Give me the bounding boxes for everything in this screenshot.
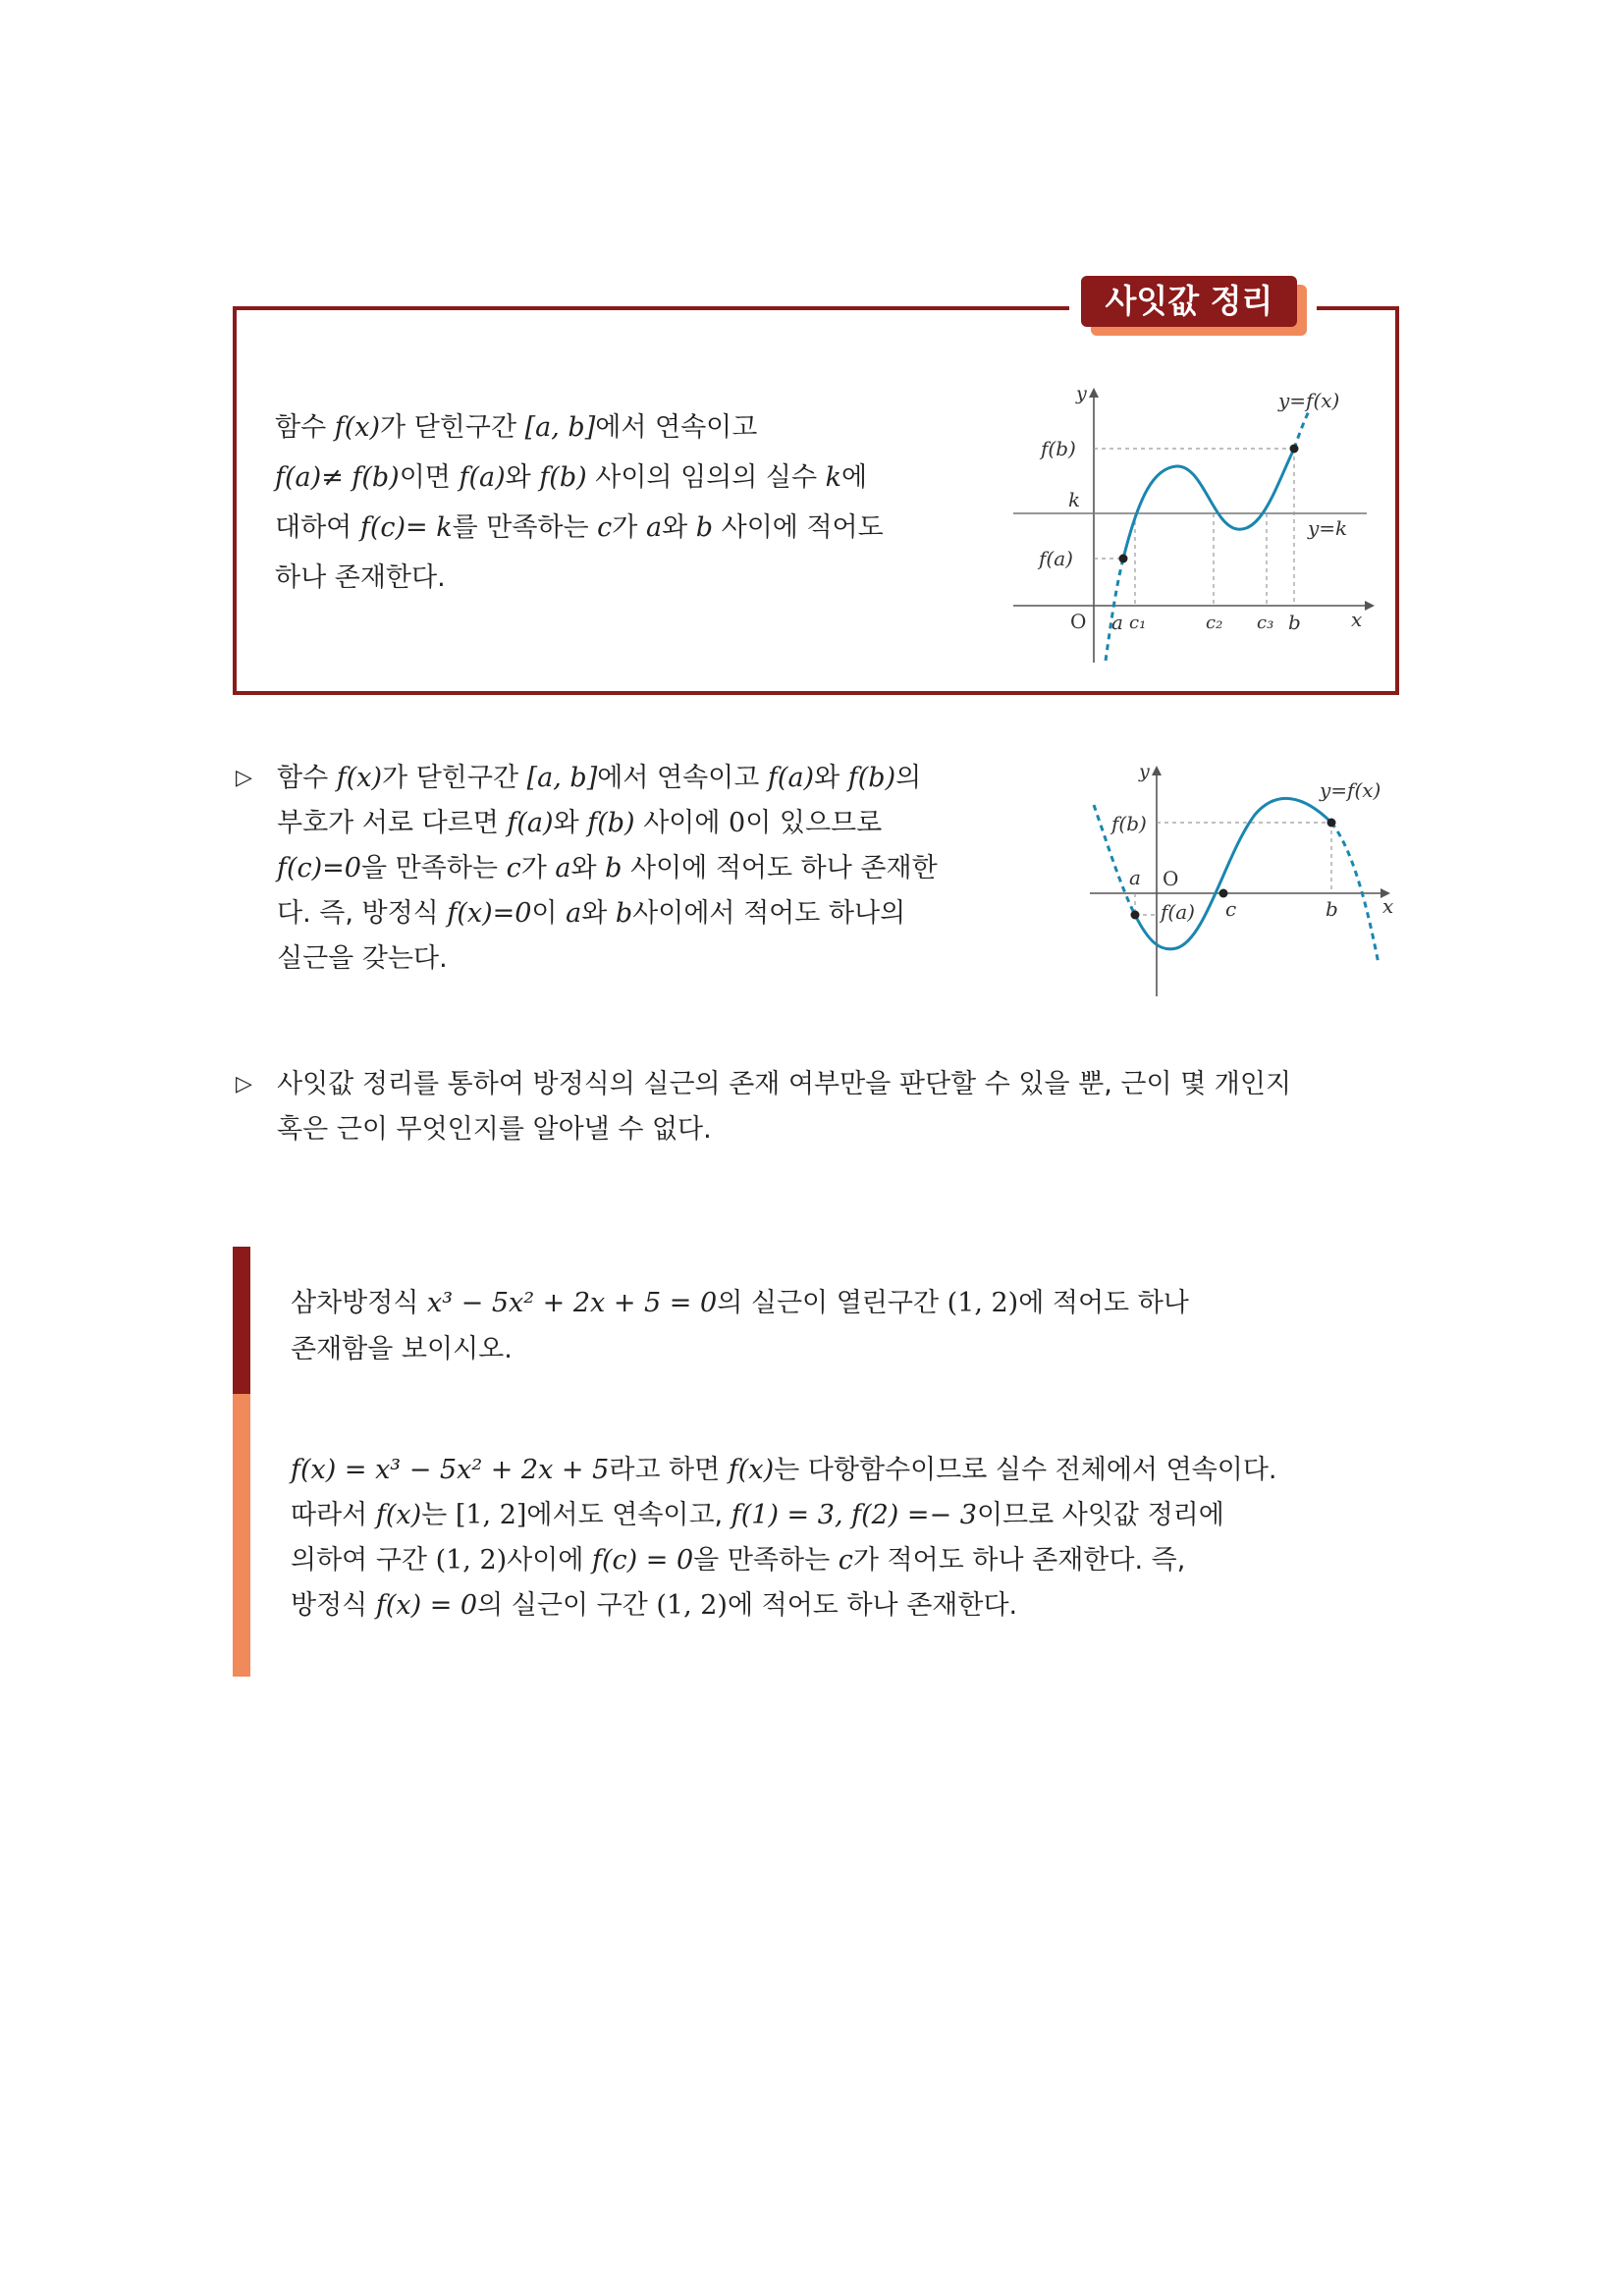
- sign-c-label: c: [1225, 897, 1237, 921]
- sign-point-fb: [1327, 819, 1336, 828]
- sign-a-label: a: [1129, 866, 1141, 889]
- theorem-line-label: y=k: [1308, 516, 1348, 540]
- theorem-x-arrow-icon: [1365, 601, 1375, 611]
- bullet-2-line-2: 혹은 근이 무엇인지를 알아낼 수 없다.: [277, 1114, 712, 1145]
- theorem-a-label: a: [1111, 611, 1123, 634]
- theorem-y-label: y: [1076, 383, 1087, 404]
- bullet-1-line-5: 실근을 갖는다.: [277, 943, 448, 974]
- bullet-1-body: [277, 756, 1021, 982]
- bullet-2-body: [277, 1062, 1375, 1152]
- theorem-k-label: k: [1068, 488, 1081, 511]
- theorem-origin-label: O: [1070, 610, 1087, 633]
- theorem-fa-label: f(a): [1039, 547, 1073, 570]
- bullet-1-line-3: f(c)=0을 만족하는 c가 a와 b 사이에 적어도 하나 존재한: [277, 853, 938, 883]
- bullet-1-line-4: 다. 즉, 방정식 f(x)=0이 a와 b사이에서 적어도 하나의: [277, 898, 906, 929]
- bullet-paragraph-1: [236, 756, 1021, 982]
- solution-line-2: 따라서 f(x)는 [1, 2]에서도 연속이고, f(1) = 3, f(2) =− 3이므로 사잇값 정리에: [291, 1500, 1224, 1530]
- bullet-1-line-2: 부호가 서로 다르면 f(a)와 f(b) 사이에 0이 있으므로: [277, 808, 883, 838]
- theorem-point-fa: [1119, 555, 1128, 563]
- bullet-paragraph-2: [236, 1062, 1375, 1152]
- theorem-b-label: b: [1288, 611, 1301, 634]
- sign-x-label: x: [1382, 894, 1394, 918]
- example-solution: [291, 1448, 1371, 1629]
- bullet-2-line-1: 사잇값 정리를 통하여 방정식의 실근의 존재 여부만을 판단할 수 있을 뿐, 근이 몇 개인지: [277, 1069, 1292, 1099]
- sign-point-fa: [1131, 911, 1140, 920]
- sign-y-label: y: [1139, 761, 1150, 782]
- theorem-line-4: 하나 존재한다.: [275, 562, 446, 593]
- theorem-box-top-border-left: [233, 306, 1069, 310]
- theorem-x-label: x: [1351, 608, 1363, 631]
- solution-line-3: 의하여 구간 (1, 2)사이에 f(c) = 0을 만족하는 c가 적어도 하나 존재한다. 즉,: [291, 1545, 1186, 1575]
- problem-line-1: 삼차방정식 x³ − 5x² + 2x + 5 = 0의 실근이 열린구간 (1, 2)에 적어도 하나: [291, 1288, 1189, 1318]
- sign-change-graph: [1080, 756, 1414, 1001]
- sign-fb-label: f(b): [1111, 812, 1147, 835]
- triangle-bullet-icon: ▷: [236, 766, 252, 790]
- theorem-curve: [1123, 449, 1294, 559]
- triangle-bullet-icon: ▷: [236, 1072, 252, 1096]
- theorem-fb-label: f(b): [1041, 437, 1076, 460]
- theorem-statement: [275, 402, 943, 603]
- theorem-curve-dashed-left: [1106, 559, 1123, 661]
- solution-line-1: f(x) = x³ − 5x² + 2x + 5라고 하면 f(x)는 다항함수이므로 실수 전체에서 연속이다.: [291, 1455, 1277, 1485]
- solution-accent-bar: [233, 1394, 250, 1677]
- sign-fa-label: f(a): [1161, 900, 1195, 924]
- theorem-line-1: 함수 f(x)가 닫힌구간 [a, b]에서 연속이고: [275, 412, 758, 443]
- theorem-curve-label: y=f(x): [1278, 389, 1340, 412]
- sign-origin-label: O: [1163, 867, 1179, 890]
- solution-line-4: 방정식 f(x) = 0의 실근이 구간 (1, 2)에 적어도 하나 존재한다.: [291, 1590, 1018, 1621]
- sign-y-arrow-icon: [1152, 766, 1162, 775]
- theorem-line-3: 대하여 f(c)= k를 만족하는 c가 a와 b 사이에 적어도: [275, 512, 884, 543]
- theorem-line-2: f(a)≠ f(b)이면 f(a)와 f(b) 사이의 임의의 실수 k에: [275, 462, 868, 493]
- theorem-c1-label: c₁: [1129, 613, 1147, 633]
- theorem-graph: [1001, 378, 1394, 672]
- theorem-point-fb: [1290, 445, 1299, 454]
- bullet-1-line-1: 함수 f(x)가 닫힌구간 [a, b]에서 연속이고 f(a)와 f(b)의: [277, 763, 922, 793]
- theorem-curve-dashed-right: [1294, 411, 1309, 449]
- problem-accent-bar: [233, 1247, 250, 1394]
- theorem-box-top-border-right: [1317, 306, 1399, 310]
- problem-line-2: 존재함을 보이시오.: [291, 1334, 513, 1364]
- theorem-c3-label: c₃: [1257, 613, 1274, 633]
- sign-curve-label: y=f(x): [1320, 778, 1381, 802]
- theorem-y-arrow-icon: [1089, 388, 1099, 398]
- theorem-title-badge: 사잇값 정리: [1081, 276, 1297, 327]
- example-problem: [291, 1280, 1322, 1372]
- theorem-c2-label: c₂: [1206, 613, 1223, 633]
- sign-b-label: b: [1326, 897, 1338, 921]
